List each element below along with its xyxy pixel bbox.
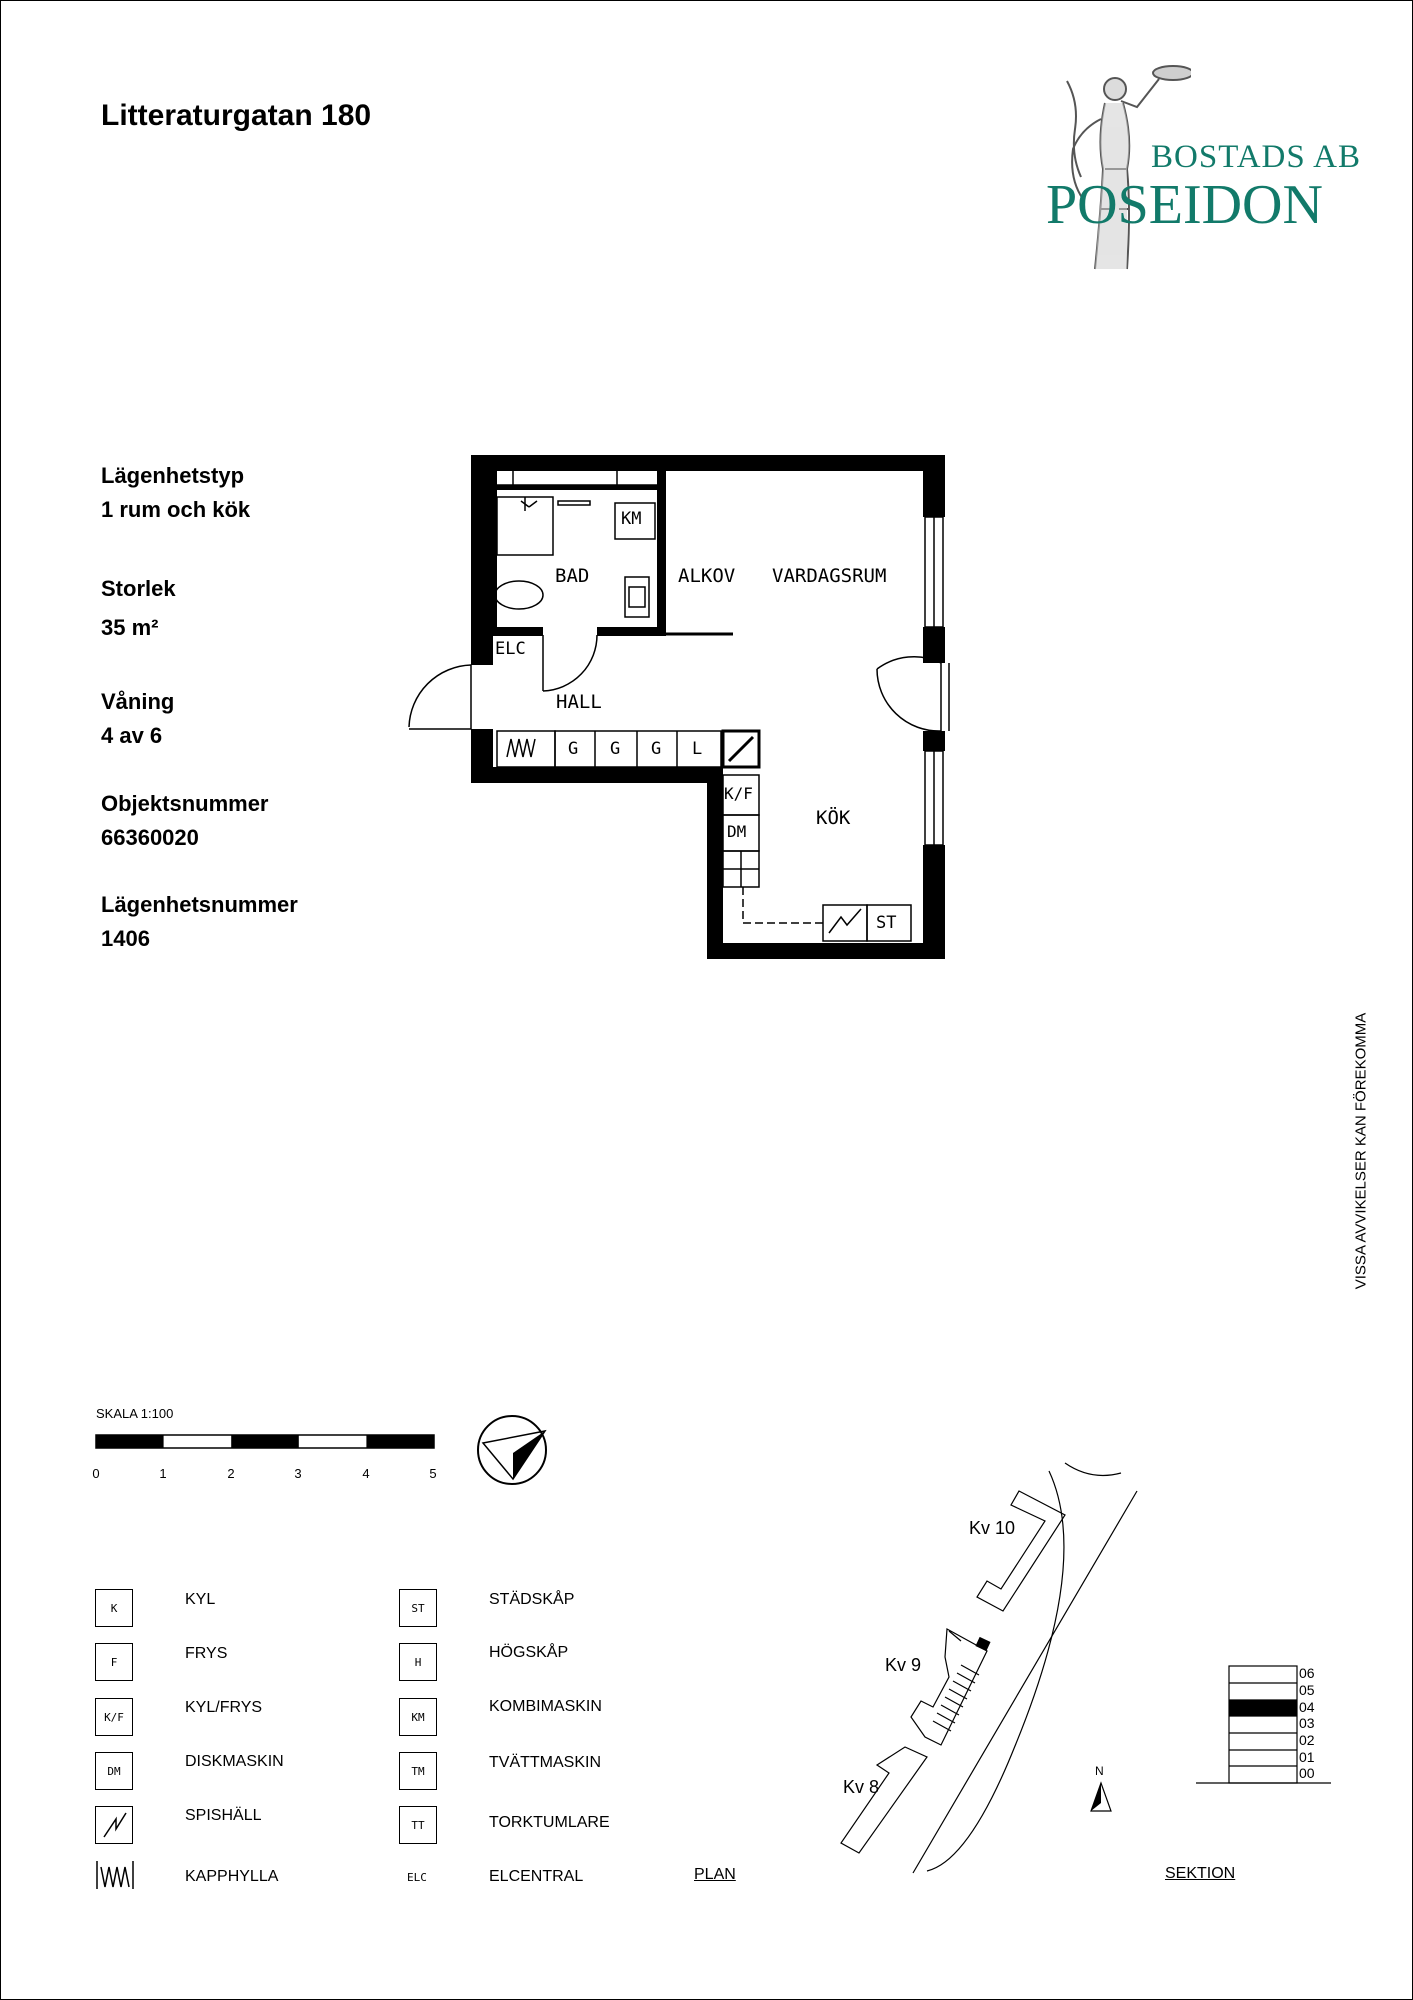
legend-code-tm: TM bbox=[399, 1752, 437, 1790]
section-floor-02: 02 bbox=[1299, 1732, 1315, 1748]
object-number-label: Objektsnummer bbox=[101, 791, 269, 816]
room-label-bad: BAD bbox=[555, 565, 590, 587]
site-plan-label: PLAN bbox=[694, 1866, 736, 1883]
compass-icon bbox=[475, 1413, 549, 1487]
legend-code-st: ST bbox=[399, 1589, 437, 1627]
fixture-label-elc: ELC bbox=[495, 639, 526, 659]
size-value: 35 m² bbox=[101, 615, 159, 640]
legend-label-diskmaskin: DISKMASKIN bbox=[185, 1753, 284, 1770]
scale-tick-5: 5 bbox=[429, 1466, 437, 1481]
scale-tick-3: 3 bbox=[294, 1466, 302, 1481]
apartment-number-value: 1406 bbox=[101, 926, 150, 951]
legend-label-hogskap: HÖGSKÅP bbox=[489, 1644, 569, 1661]
site-block-kv8: Kv 8 bbox=[843, 1777, 880, 1797]
fixture-label-g1: G bbox=[568, 739, 579, 759]
section-floor-06: 06 bbox=[1299, 1665, 1315, 1681]
legend-label-tvattmaskin: TVÄTTMASKIN bbox=[489, 1754, 602, 1771]
fixture-label-l: L bbox=[692, 739, 703, 759]
apartment-type-label: Lägenhetstyp bbox=[101, 463, 245, 488]
legend-label-kombimaskin: KOMBIMASKIN bbox=[489, 1698, 602, 1715]
scale-tick-0: 0 bbox=[92, 1466, 100, 1481]
section-floor-01: 01 bbox=[1299, 1749, 1315, 1765]
legend-label-kylfrys: KYL/FRYS bbox=[185, 1699, 263, 1716]
legend-code-h: H bbox=[399, 1643, 437, 1681]
scale-tick-1: 1 bbox=[159, 1466, 167, 1481]
scale-tick-2: 2 bbox=[227, 1466, 235, 1481]
brand-name: POSEIDON bbox=[1046, 174, 1323, 236]
apartment-type-value: 1 rum och kök bbox=[101, 497, 251, 522]
legend-label-spishall: SPISHÄLL bbox=[185, 1807, 262, 1824]
room-label-vardagsrum: VARDAGSRUM bbox=[772, 565, 887, 587]
object-number-value: 66360020 bbox=[101, 825, 199, 850]
legend-code-dm: DM bbox=[95, 1752, 133, 1790]
fixture-label-g2: G bbox=[610, 739, 621, 759]
page-title: Litteraturgatan 180 bbox=[101, 99, 372, 132]
legend-code-k: K bbox=[95, 1589, 133, 1627]
scale-title: SKALA 1:100 bbox=[96, 1406, 174, 1421]
scale-bar bbox=[95, 1434, 435, 1450]
section-floor-00: 00 bbox=[1299, 1765, 1315, 1781]
floor-label: Våning bbox=[101, 689, 175, 714]
disclaimer-text: VISSA AVVIKELSER KAN FÖREKOMMA bbox=[1352, 1012, 1370, 1290]
site-block-kv10: Kv 10 bbox=[969, 1518, 1016, 1538]
fixture-label-kf: K/F bbox=[724, 784, 753, 803]
fixture-label-g3: G bbox=[651, 739, 662, 759]
room-label-hall: HALL bbox=[556, 691, 602, 713]
legend-code-kf: K/F bbox=[95, 1698, 133, 1736]
legend-label-elcentral: ELCENTRAL bbox=[489, 1868, 584, 1885]
stove-legend-icon bbox=[95, 1806, 133, 1844]
apartment-number-label: Lägenhetsnummer bbox=[101, 892, 298, 917]
brand-tagline: BOSTADS AB bbox=[1151, 139, 1361, 175]
size-label: Storlek bbox=[101, 576, 176, 601]
fixture-label-dm: DM bbox=[727, 822, 747, 841]
section-floor-05: 05 bbox=[1299, 1682, 1315, 1698]
north-arrow-label: N bbox=[1095, 1764, 1104, 1778]
legend-label-frys: FRYS bbox=[185, 1645, 228, 1662]
legend-label-torktumlare: TORKTUMLARE bbox=[489, 1814, 610, 1831]
room-label-alkov: ALKOV bbox=[678, 565, 736, 587]
scale-tick-4: 4 bbox=[362, 1466, 370, 1481]
legend-code-tt: TT bbox=[399, 1806, 437, 1844]
fixture-label-st: ST bbox=[876, 913, 897, 933]
section-floor-04: 04 bbox=[1299, 1699, 1315, 1715]
legend-code-elc: ELC bbox=[407, 1871, 427, 1884]
site-block-kv9: Kv 9 bbox=[885, 1655, 922, 1675]
coat-rack-legend-icon bbox=[95, 1859, 135, 1893]
section-floor-03: 03 bbox=[1299, 1715, 1315, 1731]
legend-label-kapphylla: KAPPHYLLA bbox=[185, 1868, 279, 1885]
legend-code-km: KM bbox=[399, 1698, 437, 1736]
legend-label-stadskap: STÄDSKÅP bbox=[489, 1591, 575, 1608]
legend-code-f: F bbox=[95, 1643, 133, 1681]
section-label: SEKTION bbox=[1165, 1865, 1236, 1882]
legend-label-kyl: KYL bbox=[185, 1591, 216, 1608]
fixture-label-km: KM bbox=[621, 509, 642, 529]
room-label-kok: KÖK bbox=[816, 807, 851, 829]
floor-value: 4 av 6 bbox=[101, 723, 163, 748]
